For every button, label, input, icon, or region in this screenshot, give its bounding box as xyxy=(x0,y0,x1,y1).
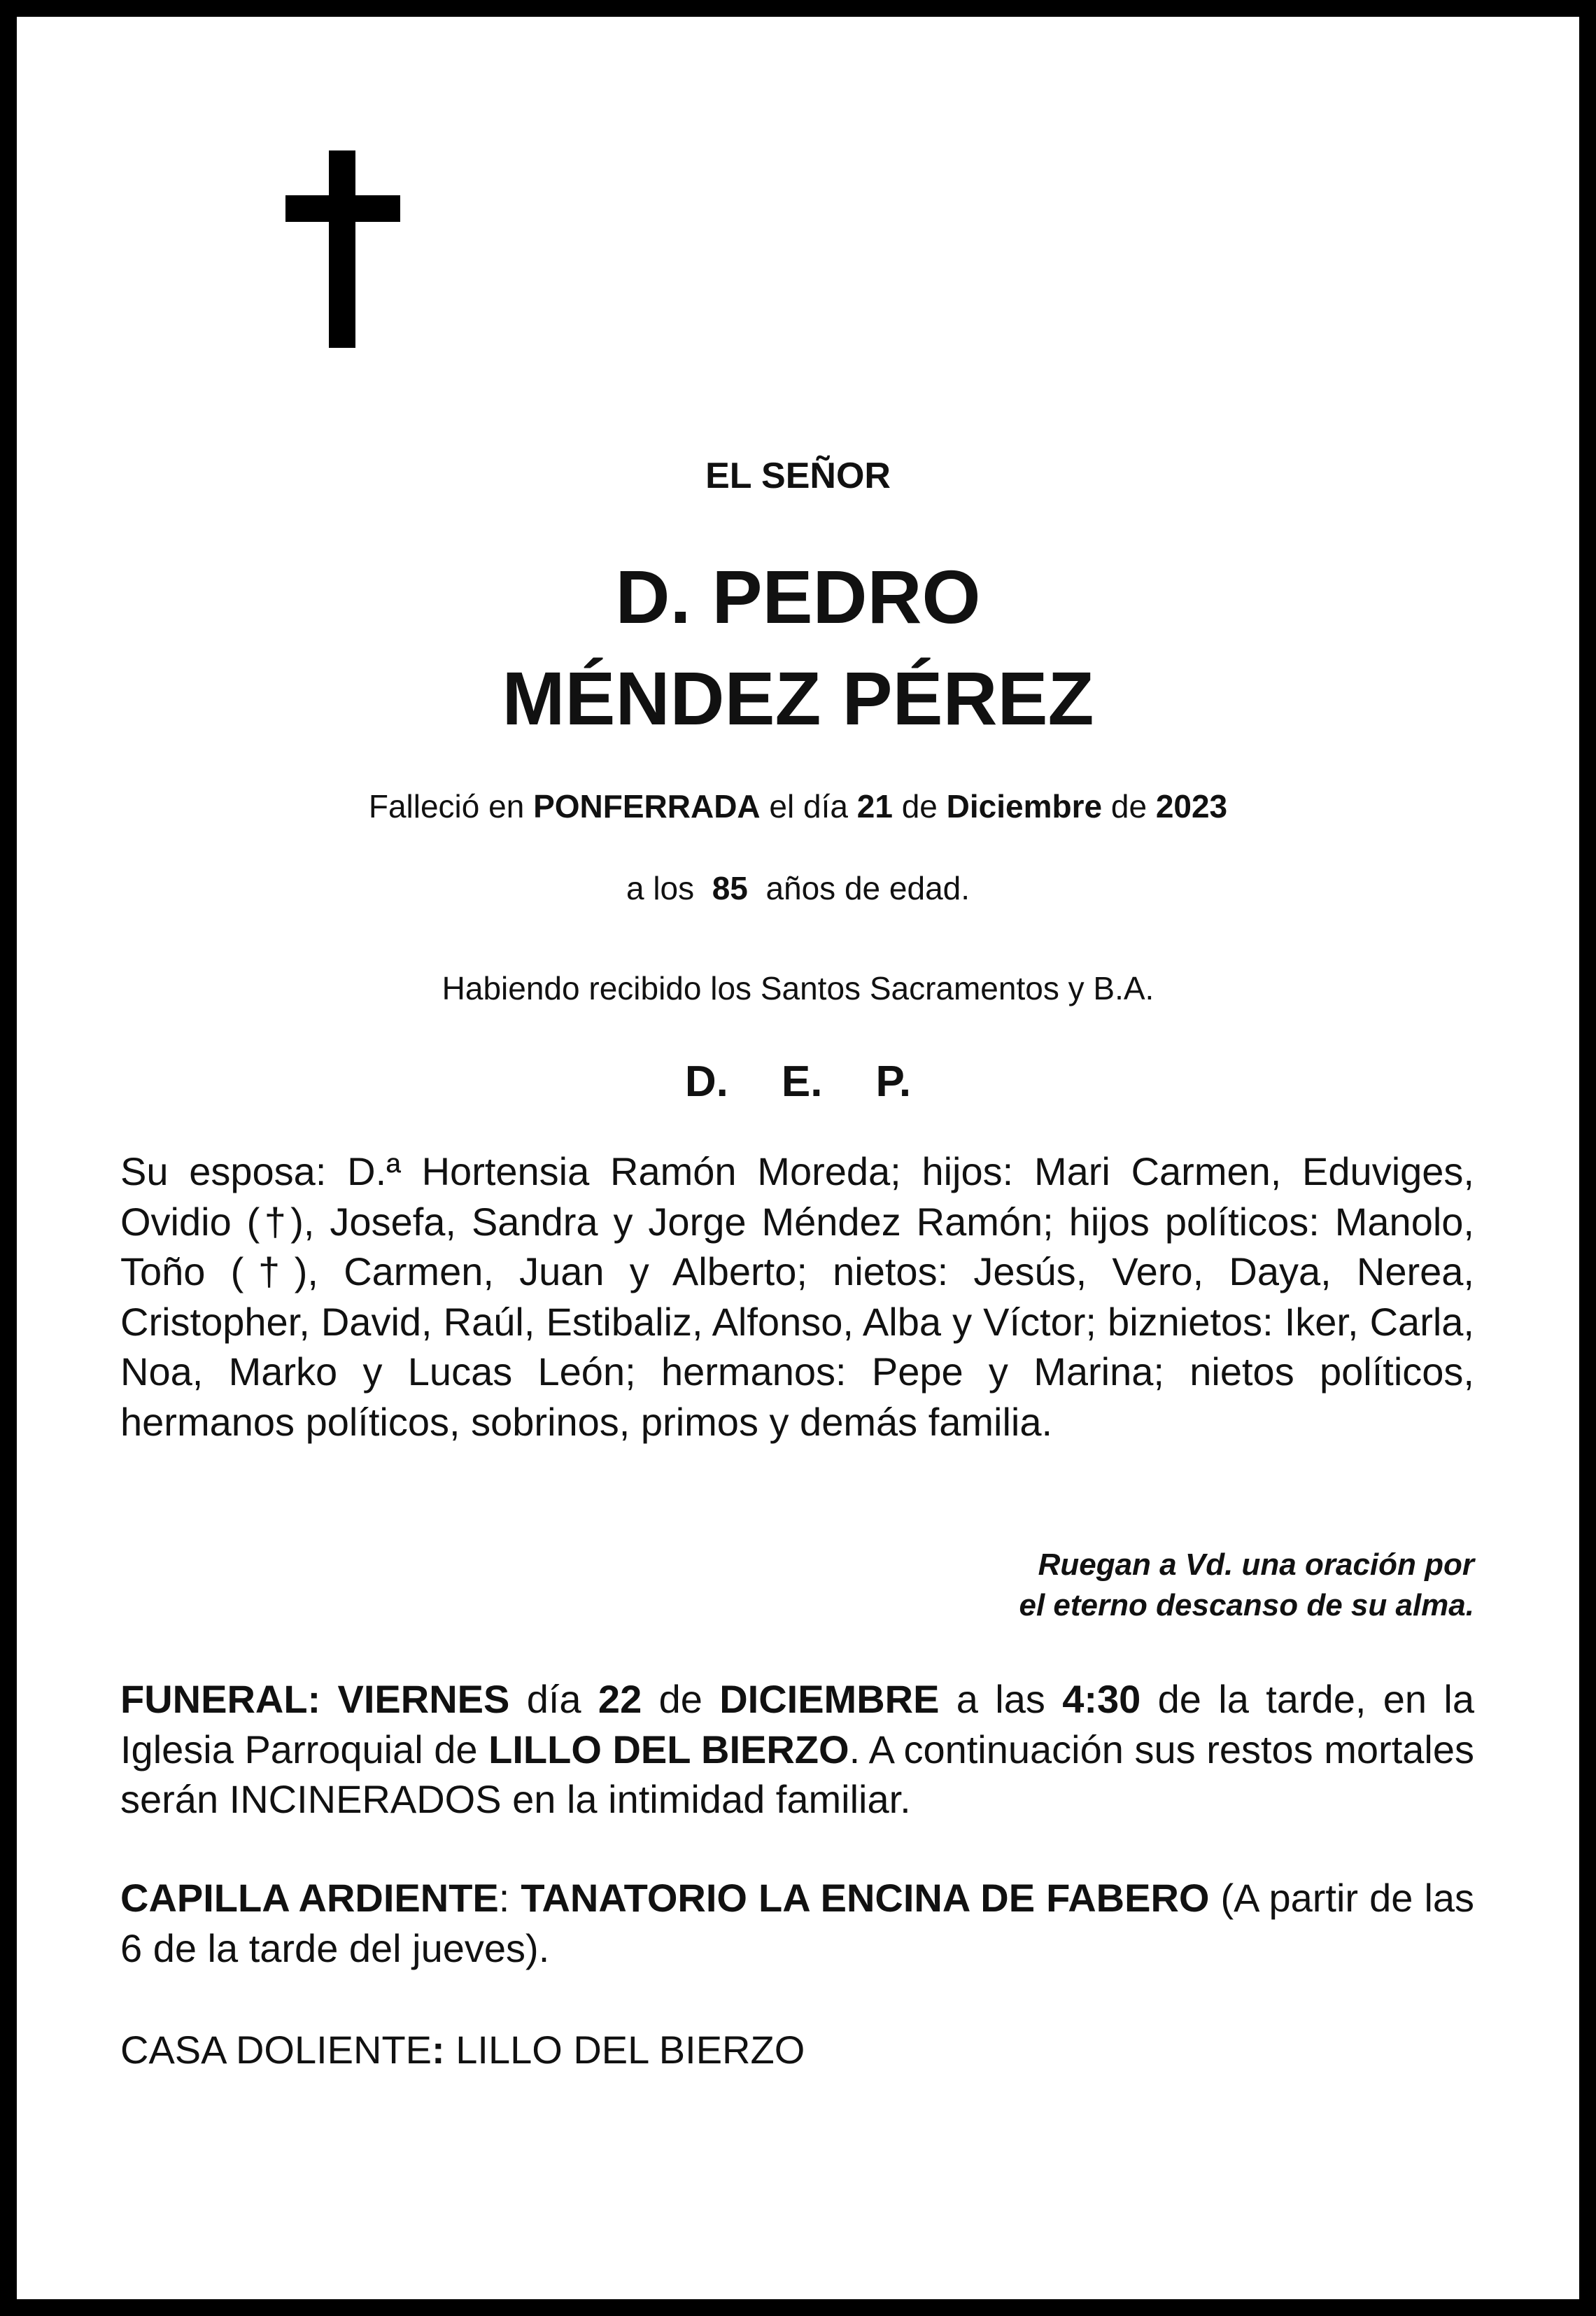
dep-d: D. xyxy=(684,1058,728,1106)
chapel-label: CAPILLA ARDIENTE xyxy=(120,1876,499,1920)
funeral-month: DICIEMBRE xyxy=(719,1677,940,1721)
house-place: LILLO DEL BIERZO xyxy=(456,2028,805,2072)
funeral-text-5: . A continuación sus restos mortales serán INCINERADOS en la intimidad familiar. xyxy=(120,1727,1474,1821)
death-place: PONFERRADA xyxy=(533,788,761,824)
funeral-day: 22 xyxy=(598,1677,642,1721)
prayer-line-2: el eterno descanso de su alma. xyxy=(1019,1588,1474,1622)
name-line-1: D. PEDRO xyxy=(615,554,981,639)
dep-p: P. xyxy=(875,1058,912,1106)
house-separator: : xyxy=(432,2028,445,2072)
age-info xyxy=(0,869,1596,907)
name-line-2: MÉNDEZ PÉREZ xyxy=(502,656,1094,741)
prayer-request xyxy=(120,1545,1474,1626)
prayer-line-1: Ruegan a Vd. una oración por xyxy=(1038,1547,1474,1582)
age-suffix: años de edad. xyxy=(765,870,970,906)
death-info xyxy=(0,787,1596,825)
funeral-time: 4:30 xyxy=(1062,1677,1141,1721)
dep-initials xyxy=(0,1057,1596,1107)
dep-e: E. xyxy=(781,1058,823,1106)
death-text-3: de xyxy=(1110,788,1147,824)
house-label: CASA DOLIENTE xyxy=(120,2028,432,2072)
funeral-text-3: a las xyxy=(956,1677,1045,1721)
funeral-place: LILLO DEL BIERZO xyxy=(488,1727,849,1771)
age-years: 85 xyxy=(712,870,748,906)
death-prefix: Falleció en xyxy=(368,788,525,824)
age-prefix: a los xyxy=(626,870,695,906)
funeral-label: FUNERAL: VIERNES xyxy=(120,1677,510,1721)
death-month: Diciembre xyxy=(946,788,1103,824)
cross-icon xyxy=(285,150,400,348)
funeral-text-1: día xyxy=(526,1677,581,1721)
death-year: 2023 xyxy=(1155,788,1228,824)
sacraments-line: Habiendo recibido los Santos Sacramentos y B.A. xyxy=(442,970,1154,1006)
deceased-name xyxy=(0,546,1596,749)
chapel-separator: : xyxy=(498,1876,510,1920)
chapel-note: (A partir de las 6 de la tarde del jueves). xyxy=(120,1876,1475,1970)
chapel-place: TANATORIO LA ENCINA DE FABERO xyxy=(521,1876,1210,1920)
honorific-title: EL SEÑOR xyxy=(705,456,891,496)
funeral-text-2: de xyxy=(658,1677,702,1721)
family-list: Su esposa: D.ª Hortensia Ramón Moreda; hijos: Mari Carmen, Eduviges, Ovidio (†), Josefa, Sandra y Jorge Méndez Ramón; hijos políticos: Manolo, Toño (†), Carmen, Juan y Alberto; nietos: Jesús, Vero, Daya, Nerea, Cristopher, David, Raúl, Estibaliz, Alfonso, Alba y Víctor; biznietos: Iker, Carla, Noa, Marko y Lucas León; hermanos: Pepe y Marina; nietos políticos, hermanos políticos, sobrinos, primos y demás familia. xyxy=(120,1149,1474,1444)
death-day: 21 xyxy=(856,788,893,824)
death-text-2: de xyxy=(901,788,938,824)
mourning-house-info xyxy=(120,2025,1474,2075)
funeral-info xyxy=(120,1674,1474,1825)
funeral-text-4: de la tarde, en la Iglesia Parroquial de xyxy=(120,1677,1474,1771)
chapel-info xyxy=(120,1873,1474,1973)
death-text-1: el día xyxy=(769,788,848,824)
